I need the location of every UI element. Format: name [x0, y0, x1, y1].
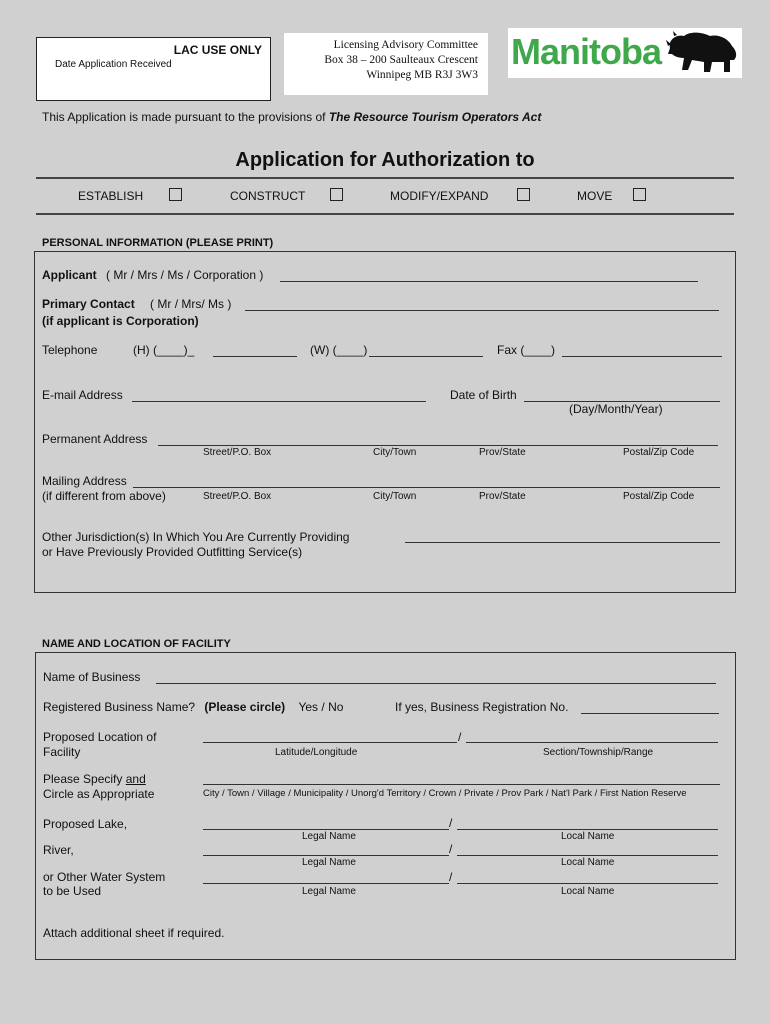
- registered-row: [43, 700, 343, 714]
- specify-label-2: Circle as Appropriate: [43, 787, 155, 801]
- construct-checkbox[interactable]: [330, 188, 343, 201]
- section-range-label: Section/Township/Range: [543, 747, 654, 758]
- committee-address: [284, 33, 488, 95]
- lake-label: Proposed Lake,: [43, 817, 128, 831]
- applicant-field[interactable]: [280, 281, 698, 282]
- please-circle-label: (Please circle): [204, 700, 286, 714]
- work-phone-field[interactable]: [369, 356, 483, 357]
- option-move-label: MOVE: [577, 189, 613, 203]
- permanent-prov-label: Prov/State: [479, 447, 526, 458]
- committee-line-1: Licensing Advisory Committee: [333, 39, 478, 51]
- mailing-prov-label: Prov/State: [479, 491, 526, 502]
- lake-separator: /: [449, 816, 453, 830]
- other-water-local-label: Local Name: [561, 886, 615, 897]
- registration-no-label: If yes, Business Registration No.: [395, 700, 569, 714]
- river-local-label: Local Name: [561, 857, 615, 868]
- business-name-field[interactable]: [156, 683, 716, 684]
- home-phone-label: (H) (____)_: [133, 343, 195, 357]
- act-name: The Resource Tourism Operators Act: [328, 110, 542, 124]
- permanent-city-label: City/Town: [373, 447, 417, 458]
- fax-label: Fax (____): [497, 343, 556, 357]
- business-name-label: Name of Business: [43, 670, 141, 684]
- primary-contact-label: Primary Contact: [42, 297, 135, 311]
- telephone-label: Telephone: [42, 343, 98, 357]
- primary-contact-options: ( Mr / Mrs/ Ms ): [150, 297, 232, 311]
- personal-info-heading: PERSONAL INFORMATION (PLEASE PRINT): [42, 237, 274, 249]
- move-checkbox[interactable]: [633, 188, 646, 201]
- other-water-separator: /: [449, 870, 453, 884]
- other-water-legal-field[interactable]: [203, 883, 449, 884]
- mailing-address-note: (if different from above): [42, 489, 166, 503]
- lac-use-only-box: [36, 37, 271, 101]
- primary-contact-row: [42, 297, 231, 311]
- divider-bottom: [36, 213, 734, 215]
- other-jurisdiction-field[interactable]: [405, 542, 720, 543]
- lake-legal-field[interactable]: [203, 829, 449, 830]
- specify-field[interactable]: [203, 784, 720, 785]
- email-label: E-mail Address: [42, 388, 123, 402]
- river-legal-field[interactable]: [203, 855, 449, 856]
- river-legal-label: Legal Name: [302, 857, 356, 868]
- mailing-postal-label: Postal/Zip Code: [623, 491, 695, 502]
- attach-note: Attach additional sheet if required.: [43, 926, 225, 940]
- establish-checkbox[interactable]: [169, 188, 182, 201]
- mailing-street-label: Street/P.O. Box: [203, 491, 272, 502]
- location-label-1: Proposed Location of: [43, 730, 157, 744]
- fax-field[interactable]: [562, 356, 722, 357]
- specify-label-1: [43, 772, 146, 786]
- registration-no-field[interactable]: [581, 713, 719, 714]
- divider-top: [36, 177, 734, 179]
- committee-line-2: Box 38 – 200 Saulteaux Crescent: [324, 54, 478, 66]
- bison-icon: [666, 30, 740, 76]
- permanent-street-label: Street/P.O. Box: [203, 447, 272, 458]
- river-separator: /: [449, 842, 453, 856]
- location-label-2: Facility: [43, 745, 81, 759]
- permanent-address-field[interactable]: [158, 445, 718, 446]
- specify-and: and: [125, 772, 146, 786]
- other-water-label-2: to be Used: [43, 884, 102, 898]
- logo-text: Manitoba: [511, 31, 661, 72]
- option-modify-label: MODIFY/EXPAND: [390, 189, 489, 203]
- lat-long-label: Latitude/Longitude: [275, 747, 358, 758]
- mailing-city-label: City/Town: [373, 491, 417, 502]
- specify-label-text: Please Specify: [43, 772, 123, 786]
- other-water-legal-label: Legal Name: [302, 886, 356, 897]
- location-separator: /: [458, 730, 462, 744]
- other-water-local-field[interactable]: [457, 883, 718, 884]
- lake-legal-label: Legal Name: [302, 831, 356, 842]
- section-range-field[interactable]: [466, 742, 718, 743]
- lake-local-field[interactable]: [457, 829, 718, 830]
- registered-label: Registered Business Name?: [43, 700, 196, 714]
- home-phone-field[interactable]: [213, 356, 297, 357]
- applicant-label: Applicant: [42, 268, 97, 282]
- mailing-address-label: Mailing Address: [42, 474, 127, 488]
- dob-label: Date of Birth: [450, 388, 517, 402]
- river-local-field[interactable]: [457, 855, 718, 856]
- work-phone-label: (W) (____): [310, 343, 368, 357]
- intro-prefix: This Application is made pursuant to the provisions of: [42, 110, 329, 124]
- permanent-address-label: Permanent Address: [42, 432, 148, 446]
- lat-long-field[interactable]: [203, 742, 457, 743]
- applicant-row: [42, 268, 263, 282]
- specify-options[interactable]: City / Town / Village / Municipality / Unorg'd Territory / Crown / Private / Prov Park / Nat'l Park / First Nation Reserve: [203, 788, 687, 799]
- committee-line-3: Winnipeg MB R3J 3W3: [366, 69, 478, 81]
- river-label: River,: [43, 843, 74, 857]
- primary-contact-note: (if applicant is Corporation): [42, 314, 199, 328]
- primary-contact-field[interactable]: [245, 310, 719, 311]
- form-title: Application for Authorization to: [235, 149, 535, 171]
- personal-info-section: [34, 251, 736, 593]
- mailing-address-field[interactable]: [133, 487, 720, 488]
- dob-format: (Day/Month/Year): [569, 402, 663, 416]
- intro-text: [42, 110, 541, 124]
- permanent-postal-label: Postal/Zip Code: [623, 447, 695, 458]
- applicant-options: ( Mr / Mrs / Ms / Corporation ): [106, 268, 264, 282]
- yes-no-options[interactable]: Yes / No: [298, 700, 344, 714]
- other-jurisdiction-label-1: Other Jurisdiction(s) In Which You Are Currently Providing: [42, 530, 350, 544]
- facility-heading: NAME AND LOCATION OF FACILITY: [42, 638, 231, 650]
- other-water-label-1: or Other Water System: [43, 870, 166, 884]
- option-construct-label: CONSTRUCT: [230, 189, 306, 203]
- other-jurisdiction-label-2: or Have Previously Provided Outfitting Service(s): [42, 545, 303, 559]
- date-received-label: Date Application Received: [55, 59, 172, 70]
- facility-section: [35, 652, 736, 960]
- email-field[interactable]: [132, 401, 426, 402]
- manitoba-logo: [508, 28, 742, 78]
- modify-expand-checkbox[interactable]: [517, 188, 530, 201]
- option-establish-label: ESTABLISH: [78, 189, 144, 203]
- lake-local-label: Local Name: [561, 831, 615, 842]
- lac-title: LAC USE ONLY: [173, 43, 262, 57]
